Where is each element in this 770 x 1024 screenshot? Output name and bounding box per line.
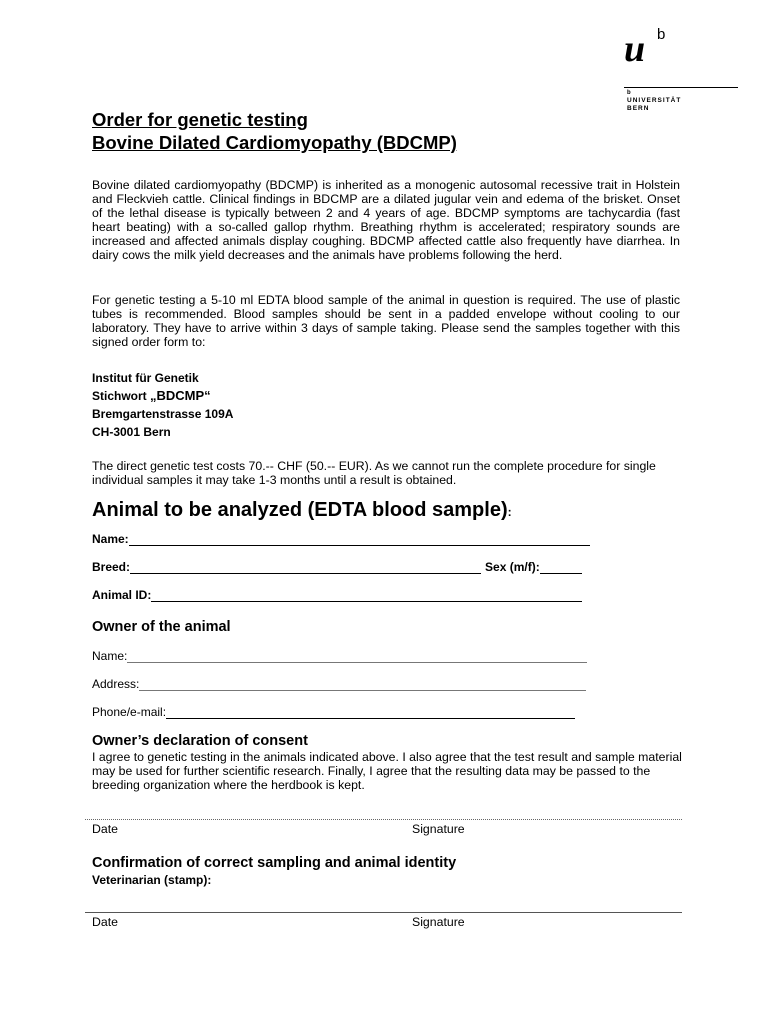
owner-address-field[interactable] [92, 677, 586, 691]
owner-address-label: Address: [92, 677, 140, 691]
university-logo-u: u [624, 28, 646, 70]
vet-stamp-label: Veterinarian (stamp): [92, 873, 212, 887]
owner-signature-label: Signature [412, 822, 465, 836]
animal-id-label: Animal ID: [92, 588, 152, 602]
vet-date-label: Date [92, 915, 118, 929]
address-keyword: „BDCMP“ [150, 388, 211, 403]
address-line-1: Institut für Genetik [92, 371, 199, 385]
animal-name-input-line[interactable] [129, 534, 590, 546]
sex-label: Sex (m/f): [485, 560, 540, 574]
vet-signature-line[interactable] [85, 912, 682, 913]
consent-section-heading: Owner’s declaration of consent [92, 733, 308, 749]
breed-label: Breed: [92, 560, 131, 574]
address-line-2 [92, 387, 233, 405]
page-subtitle: Bovine Dilated Cardiomyopathy (BDCMP) [92, 132, 457, 153]
owner-date-label: Date [92, 822, 118, 836]
sample-instructions-paragraph: For genetic testing a 5-10 ml EDTA blood sample of the animal in question is required. The use of plastic tubes is recommended. Blood samples should be sent in a padded envelope without cooling to our laboratory. They have to arrive within 3 days of sample taking. Please send the samples together with this signed order form to: [92, 293, 680, 349]
lab-address [92, 369, 233, 441]
animal-id-field[interactable] [92, 588, 582, 602]
intro-paragraph: Bovine dilated cardiomyopathy (BDCMP) is inherited as a monogenic autosomal recessive trait in Holstein and Fleckvieh cattle. Clinical findings in BDCMP are a dilated jugular vein and edema of the brisket. Onset of the lethal disease is typically between 2 and 4 years of age. BDCMP symptoms are tachycardia (fast heart beating) with a so-called gallop rhythm. Breathing rhythm is accelerated; respiratory sounds are increased and affected animals display coughing. BDCMP affected cattle also frequently have diarrhea. In dairy cows the milk yield decreases and the animals have problems following the herd. [92, 178, 680, 262]
address-line-3: Bremgartenstrasse 109A [92, 407, 234, 421]
owner-name-field[interactable] [92, 649, 587, 663]
university-logo-b: b [657, 26, 666, 43]
owner-contact-input-line[interactable] [166, 707, 575, 719]
sex-input-line[interactable] [540, 562, 582, 574]
logo-small-b: b [627, 90, 631, 96]
vet-section-heading: Confirmation of correct sampling and animal identity [92, 855, 457, 871]
owner-contact-label: Phone/e-mail: [92, 705, 167, 719]
address-keyword-prefix: Stichwort [92, 389, 151, 403]
logo-divider [624, 87, 738, 88]
owner-name-input-line[interactable] [127, 651, 587, 663]
vet-signature-label: Signature [412, 915, 465, 929]
address-line-4: CH-3001 Bern [92, 425, 171, 439]
animal-section-heading [92, 499, 512, 522]
animal-name-field[interactable] [92, 532, 590, 546]
owner-contact-field[interactable] [92, 705, 575, 719]
owner-signature-line[interactable] [85, 819, 682, 820]
consent-text: I agree to genetic testing in the animals indicated above. I also agree that the test result and sample material may be used for further scientific research. Finally, I agree that the resulting data may be passed to the breeding organization where the herdbook is kept. [92, 750, 682, 792]
animal-heading-text: Animal to be analyzed (EDTA blood sample) [92, 499, 508, 521]
owner-section-heading: Owner of the animal [92, 619, 231, 635]
cost-paragraph: The direct genetic test costs 70.-- CHF (50.-- EUR). As we cannot run the complete procedure for single individual samples it may take 1-3 months until a result is obtained. [92, 459, 656, 487]
owner-address-input-line[interactable] [139, 679, 586, 691]
university-name-line1: UNIVERSITÄT [627, 97, 682, 104]
page-title: Order for genetic testing [92, 109, 308, 130]
university-name [627, 97, 681, 113]
animal-id-input-line[interactable] [151, 590, 582, 602]
animal-heading-colon: : [507, 505, 512, 519]
breed-field[interactable] [92, 560, 582, 574]
university-name-line2: BERN [627, 105, 650, 112]
breed-input-line[interactable] [130, 562, 481, 574]
animal-name-label: Name: [92, 532, 129, 546]
owner-name-label: Name: [92, 649, 128, 663]
